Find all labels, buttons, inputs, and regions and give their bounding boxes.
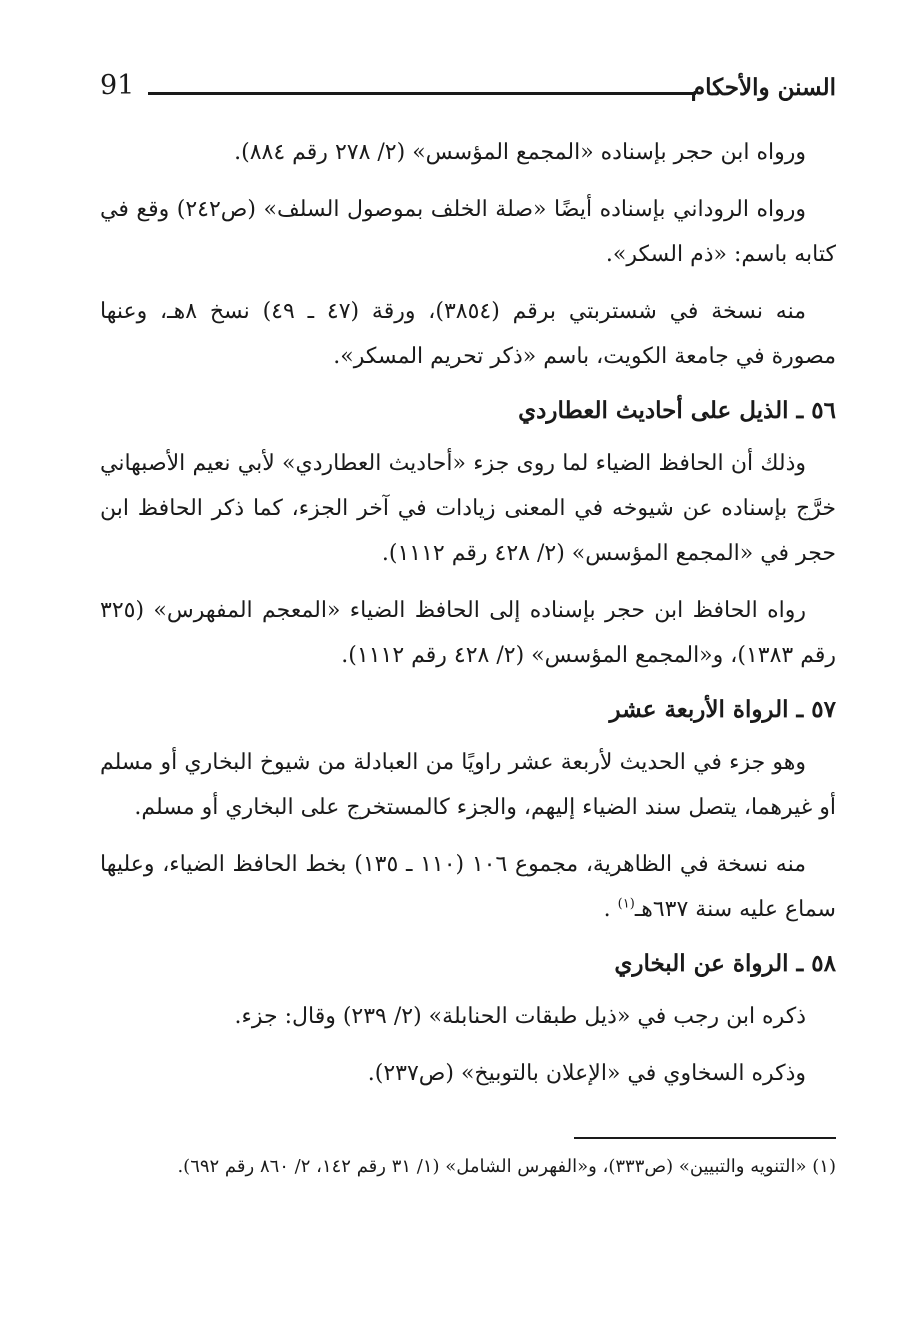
footnote-rule <box>574 1137 836 1139</box>
paragraph-with-footnote <box>100 842 836 932</box>
footnote-marker[interactable]: (١) <box>617 896 635 912</box>
paragraph: رواه الحافظ ابن حجر بإسناده إلى الحافظ الضياء «المعجم المفهرس» (٣٢٥ رقم ١٣٨٣)، و«المجمع المؤسس» (٢/ ٤٢٨ رقم ١١١٢). <box>100 598 836 668</box>
header-rule <box>148 92 696 95</box>
section-heading-56: ٥٦ ـ الذيل على أحاديث العطاردي <box>518 397 836 424</box>
paragraph: وذكره السخاوي في «الإعلان بالتوبيخ» (ص٢٣٧). <box>367 1061 806 1086</box>
section-heading-58: ٥٨ ـ الرواة عن البخاري <box>614 950 836 977</box>
paragraph-end: . <box>603 897 618 922</box>
footnotes <box>100 1150 836 1184</box>
running-header <box>100 70 836 110</box>
running-title: السنن والأحكام <box>690 74 836 101</box>
paragraph: منه نسخة في شستربتي برقم (٣٨٥٤)، ورقة (٤٧ ـ ٤٩) نسخ ٨هـ، وعنها مصورة في جامعة الكويت، باسم «ذكر تحريم المسكر». <box>100 299 836 369</box>
page-number: 91 <box>100 70 135 101</box>
section-heading-57: ٥٧ ـ الرواة الأربعة عشر <box>609 696 836 723</box>
paragraph: ورواه ابن حجر بإسناده «المجمع المؤسس» (٢/ ٢٧٨ رقم ٨٨٤). <box>234 140 806 165</box>
paragraph-text: منه نسخة في الظاهرية، مجموع ١٠٦ (١١٠ ـ ١٣٥) بخط الحافظ الضياء، وعليها سماع عليه سنة ٦٣٧هـ <box>100 852 836 922</box>
paragraph: ذكره ابن رجب في «ذيل طبقات الحنابلة» (٢/ ٢٣٩) وقال: جزء. <box>234 1004 806 1029</box>
paragraph: وهو جزء في الحديث لأربعة عشر راويًا من العبادلة من شيوخ البخاري أو مسلم أو غيرهما، يتصل سند الضياء إليهم، والجزء كالمستخرج على البخاري أو مسلم. <box>100 750 836 820</box>
footnote: (١) «التنويه والتبيين» (ص٣٣٣)، و«الفهرس الشامل» (١/ ٣١ رقم ١٤٢، ٢/ ٨٦٠ رقم ٦٩٢). <box>177 1156 836 1177</box>
main-text <box>100 130 836 1108</box>
paragraph: وذلك أن الحافظ الضياء لما روى جزء «أحاديث العطاردي» لأبي نعيم الأصبهاني خرَّج بإسناده عن شيوخه في المعنى زيادات في آخر الجزء، كما ذكر الحافظ ابن حجر في «المجمع المؤسس» (٢/ ٤٢٨ رقم ١١١٢). <box>100 451 836 566</box>
paragraph: ورواه الروداني بإسناده أيضًا «صلة الخلف بموصول السلف» (ص٢٤٢) وقع في كتابه باسم: «ذم السكر». <box>100 197 836 267</box>
